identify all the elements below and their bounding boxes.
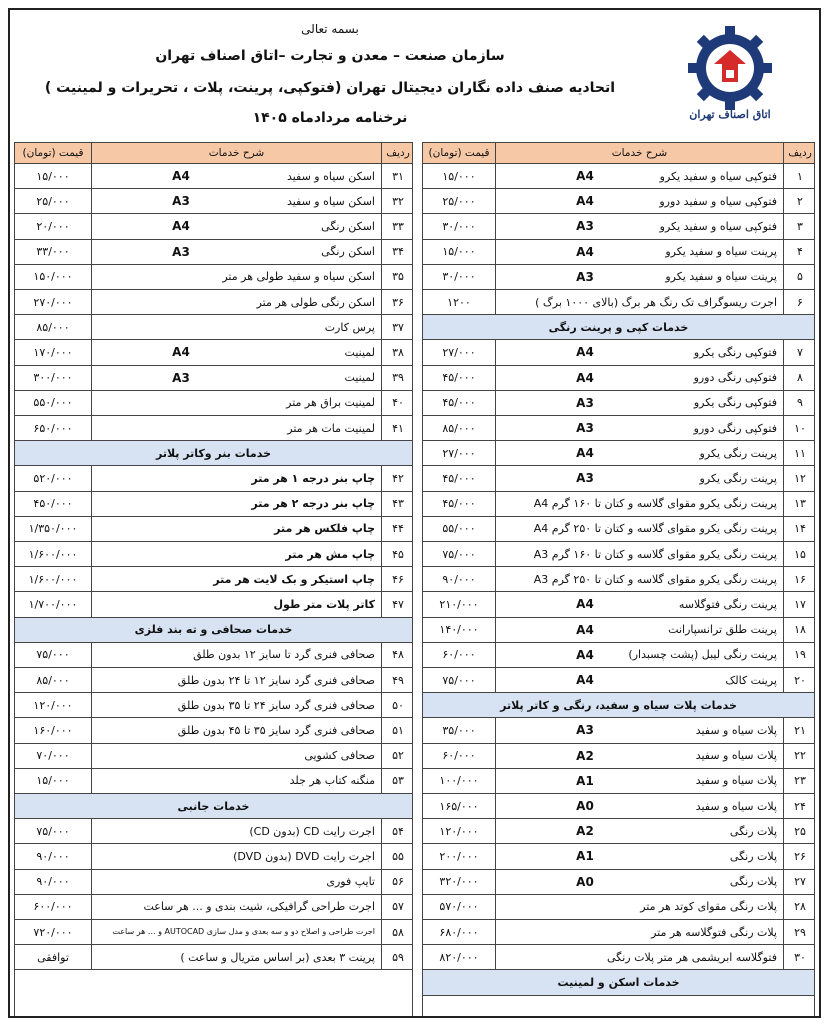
- table-row: [423, 794, 814, 819]
- price-cell: ۱۶۰/۰۰۰: [33, 723, 73, 737]
- table-row: [423, 366, 814, 391]
- price-cell: ۲۷/۰۰۰: [442, 345, 476, 359]
- row-number-cell: ۴۹: [381, 668, 414, 692]
- row-number-cell: ۲۷: [783, 870, 816, 894]
- section-title: خدمات اسکن و لمینیت: [557, 975, 680, 989]
- paper-size-label: A0: [576, 874, 594, 889]
- row-number-cell: ۵۶: [381, 870, 414, 894]
- paper-size-label: A4: [576, 673, 594, 688]
- section-header-row: [423, 315, 814, 340]
- table-row: [423, 592, 814, 617]
- paper-size-label: A4: [576, 244, 594, 259]
- description-cell: فتوکپی سیاه و سفید دورو: [495, 189, 783, 213]
- table-row: [15, 240, 412, 265]
- table-row: [15, 567, 412, 592]
- paper-size-label: A1: [576, 849, 594, 864]
- row-number-cell: ۳: [783, 214, 816, 238]
- paper-size-label: A3: [576, 471, 594, 486]
- price-cell: ۳۳/۰۰۰: [36, 245, 70, 259]
- row-number-cell: ۴۰: [381, 391, 414, 415]
- description-cell: تایپ فوری: [91, 870, 381, 894]
- price-cell: ۸۵/۰۰۰: [36, 673, 70, 687]
- table-row: [423, 189, 814, 214]
- description-cell: لمینیت: [91, 366, 381, 390]
- price-cell: ۲۰۰/۰۰۰: [439, 849, 479, 863]
- header-basmala: بسمه تعالی: [301, 22, 359, 36]
- table-row: [15, 189, 412, 214]
- price-cell: ۱۰۰/۰۰۰: [439, 774, 479, 788]
- row-number-cell: ۱۱: [783, 441, 816, 465]
- description-cell: اجرت رایت CD (بدون CD): [91, 819, 381, 843]
- description-cell: پلات رنگی: [495, 844, 783, 868]
- description-cell: پرینت رنگی لیبل (پشت چسبدار): [495, 643, 783, 667]
- row-number-cell: ۵۱: [381, 718, 414, 742]
- price-cell: ۱۶۵/۰۰۰: [439, 799, 479, 813]
- description-cell: اجرت طراحی گرافیکی، شیت بندی و ... هر ساعت: [91, 895, 381, 919]
- price-cell: ۳۰/۰۰۰: [442, 270, 476, 284]
- description-cell: صحافی فنری گرد سایز ۲۴ تا ۳۵ بدون طلق: [91, 693, 381, 717]
- description-cell: فتوکپی رنگی دورو: [495, 366, 783, 390]
- table-row: [15, 492, 412, 517]
- description-cell: پرینت سیاه و سفید یکرو: [495, 265, 783, 289]
- paper-size-label: A2: [576, 748, 594, 763]
- price-cell: ۵۵۰/۰۰۰: [33, 396, 73, 410]
- paper-size-label: A4: [576, 622, 594, 637]
- table-row: [15, 315, 412, 340]
- row-number-cell: ۴۱: [381, 416, 414, 440]
- description-cell: پرینت رنگی یکرو مقوای گلاسه و کتان تا ۱۶۰ گرم A4: [495, 492, 783, 516]
- description-cell: پرس کارت: [91, 315, 381, 339]
- table-row: [15, 693, 412, 718]
- table-row: [15, 542, 412, 567]
- table-row: [15, 366, 412, 391]
- row-number-cell: ۲۲: [783, 744, 816, 768]
- description-cell: چاپ بنر درجه ۲ هر متر: [91, 492, 381, 516]
- table-row: [15, 592, 412, 617]
- row-number-cell: ۱۷: [783, 592, 816, 616]
- price-cell: ۱/۶۰۰/۰۰۰: [28, 572, 78, 586]
- table-row: [423, 517, 814, 542]
- price-cell: ۱/۷۰۰/۰۰۰: [28, 597, 78, 611]
- price-cell: ۲۷۰/۰۰۰: [33, 295, 73, 309]
- table-row: [423, 718, 814, 743]
- logo-caption: اتاق اصناف تهران: [689, 108, 771, 121]
- table-row: [15, 517, 412, 542]
- paper-size-label: A3: [576, 421, 594, 436]
- description-cell: پرینت رنگی فتوگلاسه: [495, 592, 783, 616]
- section-header-row: [15, 441, 412, 466]
- table-row: [15, 844, 412, 869]
- description-cell: اجرت ریسوگراف تک رنگ هر برگ (بالای ۱۰۰۰ برگ ): [495, 290, 783, 314]
- description-cell: اسکن رنگی: [91, 240, 381, 264]
- paper-size-label: A4: [576, 194, 594, 209]
- price-cell: ۱۲۰۰: [447, 295, 471, 309]
- table-row: [15, 290, 412, 315]
- row-number-cell: ۳۷: [381, 315, 414, 339]
- row-number-cell: ۲۹: [783, 920, 816, 944]
- table-row: [423, 769, 814, 794]
- table-row: [15, 895, 412, 920]
- column-header-price: قیمت (تومان): [428, 147, 490, 159]
- description-cell: پرینت رنگی یکرو مقوای گلاسه و کتان تا ۲۵۰ گرم A4: [495, 517, 783, 541]
- description-cell: چاپ استیکر و بک لایت هر متر: [91, 567, 381, 591]
- paper-size-label: A4: [576, 597, 594, 612]
- document-header: [10, 10, 819, 140]
- price-cell: ۶۰/۰۰۰: [442, 648, 476, 662]
- description-cell: پرینت کالک: [495, 668, 783, 692]
- description-cell: چاپ مش هر متر: [91, 542, 381, 566]
- table-row: [423, 265, 814, 290]
- price-cell: ۴۵/۰۰۰: [442, 497, 476, 511]
- description-cell: پلات رنگی مقوای کوتد هر متر: [495, 895, 783, 919]
- row-number-cell: ۱: [783, 164, 816, 188]
- price-cell: ۹۰/۰۰۰: [442, 572, 476, 586]
- row-number-cell: ۱۸: [783, 618, 816, 642]
- description-cell: لمینیت مات هر متر: [91, 416, 381, 440]
- table-row: [423, 214, 814, 239]
- price-cell: ۲۵/۰۰۰: [442, 194, 476, 208]
- section-title: خدمات کپی و پرینت رنگی: [548, 320, 689, 334]
- row-number-cell: ۵۹: [381, 945, 414, 969]
- price-list-page: [8, 8, 821, 1018]
- price-cell: ۱۵۰/۰۰۰: [33, 270, 73, 284]
- description-cell: اجرت طراحی و اصلاح دو و سه بعدی و مدل سازی AUTOCAD و ... هر ساعت: [91, 920, 381, 944]
- table-row: [423, 819, 814, 844]
- row-number-cell: ۱۳: [783, 492, 816, 516]
- description-cell: کاتر پلات متر طول: [91, 592, 381, 616]
- price-cell: ۴۵/۰۰۰: [442, 396, 476, 410]
- table-row: [423, 870, 814, 895]
- paper-size-label: A3: [576, 269, 594, 284]
- row-number-cell: ۳۹: [381, 366, 414, 390]
- table-row: [423, 895, 814, 920]
- price-cell: ۱/۳۵۰/۰۰۰: [28, 522, 78, 536]
- table-row: [15, 920, 412, 945]
- price-cell: ۶۸۰/۰۰۰: [439, 925, 479, 939]
- row-number-cell: ۴۴: [381, 517, 414, 541]
- table-row: [15, 643, 412, 668]
- price-cell: ۱/۶۰۰/۰۰۰: [28, 547, 78, 561]
- row-number-cell: ۳۲: [381, 189, 414, 213]
- table-row: [423, 643, 814, 668]
- description-cell: پرینت رنگی یکرو: [495, 466, 783, 490]
- description-cell: اسکن سیاه و سفید: [91, 164, 381, 188]
- table-row: [15, 214, 412, 239]
- price-cell: ۵۷۰/۰۰۰: [439, 900, 479, 914]
- table-header-right: [423, 142, 814, 164]
- description-cell: پرینت رنگی یکرو مقوای گلاسه و کتان تا ۲۵۰ گرم A3: [495, 567, 783, 591]
- price-cell: ۹۰/۰۰۰: [36, 849, 70, 863]
- price-cell: ۷۵/۰۰۰: [36, 824, 70, 838]
- row-number-cell: ۱۰: [783, 416, 816, 440]
- description-cell: پرینت رنگی یکرو مقوای گلاسه و کتان تا ۱۶۰ گرم A3: [495, 542, 783, 566]
- table-row: [15, 718, 412, 743]
- row-number-cell: ۲۵: [783, 819, 816, 843]
- price-table-left: [14, 142, 413, 1018]
- row-number-cell: ۳۱: [381, 164, 414, 188]
- table-row: [423, 391, 814, 416]
- column-header-description: شرح خدمات: [91, 143, 381, 163]
- price-cell: ۲۷/۰۰۰: [442, 446, 476, 460]
- table-row: [15, 819, 412, 844]
- price-cell: ۶۵۰/۰۰۰: [33, 421, 73, 435]
- price-cell: توافقی: [37, 950, 69, 964]
- paper-size-label: A3: [172, 194, 190, 209]
- table-row: [423, 920, 814, 945]
- row-number-cell: ۲۰: [783, 668, 816, 692]
- section-title: خدمات صحافی و ته بند فلزی: [134, 623, 293, 637]
- description-cell: چاپ فلکس هر متر: [91, 517, 381, 541]
- description-cell: پرینت طلق ترانسپارانت: [495, 618, 783, 642]
- price-cell: ۷۵/۰۰۰: [36, 648, 70, 662]
- paper-size-label: A4: [576, 446, 594, 461]
- table-row: [15, 340, 412, 365]
- row-number-cell: ۴۵: [381, 542, 414, 566]
- description-cell: اسکن رنگی طولی هر متر: [91, 290, 381, 314]
- row-number-cell: ۳۳: [381, 214, 414, 238]
- description-cell: صحافی فنری گرد سایز ۳۵ تا ۴۵ بدون طلق: [91, 718, 381, 742]
- section-title: خدمات بنر وکاتر پلاتر: [155, 446, 272, 460]
- row-number-cell: ۳۵: [381, 265, 414, 289]
- table-row: [423, 945, 814, 970]
- column-header-row: ردیف: [783, 143, 816, 163]
- description-cell: فتوگلاسه ابریشمی هر متر پلات رنگی: [495, 945, 783, 969]
- row-number-cell: ۴۶: [381, 567, 414, 591]
- row-number-cell: ۲۴: [783, 794, 816, 818]
- row-number-cell: ۲۱: [783, 718, 816, 742]
- paper-size-label: A3: [576, 395, 594, 410]
- table-row: [15, 769, 412, 794]
- table-row: [15, 668, 412, 693]
- row-number-cell: ۵۲: [381, 744, 414, 768]
- description-cell: پلات سیاه و سفید: [495, 794, 783, 818]
- row-number-cell: ۳۸: [381, 340, 414, 364]
- table-row: [423, 744, 814, 769]
- row-number-cell: ۸: [783, 366, 816, 390]
- paper-size-label: A4: [576, 370, 594, 385]
- price-cell: ۱۵/۰۰۰: [36, 169, 70, 183]
- table-row: [423, 240, 814, 265]
- row-number-cell: ۵۸: [381, 920, 414, 944]
- price-cell: ۲۱۰/۰۰۰: [439, 597, 479, 611]
- price-cell: ۵۲۰/۰۰۰: [33, 471, 73, 485]
- price-cell: ۲۰/۰۰۰: [36, 219, 70, 233]
- row-number-cell: ۴: [783, 240, 816, 264]
- row-number-cell: ۴۷: [381, 592, 414, 616]
- price-cell: ۱۷۰/۰۰۰: [33, 345, 73, 359]
- description-cell: اسکن سیاه و سفید طولی هر متر: [91, 265, 381, 289]
- price-cell: ۴۵/۰۰۰: [442, 471, 476, 485]
- description-cell: اجرت رایت DVD (بدون DVD): [91, 844, 381, 868]
- price-cell: ۳۵/۰۰۰: [442, 723, 476, 737]
- table-row: [423, 618, 814, 643]
- price-cell: ۷۰/۰۰۰: [36, 749, 70, 763]
- price-cell: ۵۵/۰۰۰: [442, 522, 476, 536]
- price-table-right: [422, 142, 815, 1018]
- table-row: [15, 945, 412, 970]
- table-row: [15, 391, 412, 416]
- description-cell: پرینت سیاه و سفید یکرو: [495, 240, 783, 264]
- row-number-cell: ۴۳: [381, 492, 414, 516]
- paper-size-label: A3: [576, 723, 594, 738]
- row-number-cell: ۵۷: [381, 895, 414, 919]
- table-row: [423, 567, 814, 592]
- description-cell: پرینت ۳ بعدی (بر اساس متریال و ساعت ): [91, 945, 381, 969]
- table-row: [15, 164, 412, 189]
- price-cell: ۷۵/۰۰۰: [442, 673, 476, 687]
- price-cell: ۷۲۰/۰۰۰: [33, 925, 73, 939]
- price-cell: ۶۰۰/۰۰۰: [33, 900, 73, 914]
- table-row: [423, 340, 814, 365]
- row-number-cell: ۲۶: [783, 844, 816, 868]
- table-row: [15, 870, 412, 895]
- price-cell: ۱۵/۰۰۰: [36, 774, 70, 788]
- section-header-row: [15, 618, 412, 643]
- price-cell: ۴۵/۰۰۰: [442, 371, 476, 385]
- row-number-cell: ۱۶: [783, 567, 816, 591]
- price-cell: ۹۰/۰۰۰: [36, 875, 70, 889]
- price-cell: ۱۴۰/۰۰۰: [439, 623, 479, 637]
- description-cell: فتوکپی سیاه و سفید یکرو: [495, 164, 783, 188]
- paper-size-label: A4: [576, 647, 594, 662]
- row-number-cell: ۲۳: [783, 769, 816, 793]
- row-number-cell: ۷: [783, 340, 816, 364]
- row-number-cell: ۱۵: [783, 542, 816, 566]
- price-cell: ۲۵/۰۰۰: [36, 194, 70, 208]
- table-row: [423, 844, 814, 869]
- row-number-cell: ۵۵: [381, 844, 414, 868]
- description-cell: پلات رنگی: [495, 870, 783, 894]
- row-number-cell: ۴۸: [381, 643, 414, 667]
- description-cell: منگنه کتاب هر جلد: [91, 769, 381, 793]
- header-union-title: اتحادیه صنف داده نگاران دیجیتال تهران (فتوکپی، پرینت، پلات ، تحریرات و لمینیت ): [44, 80, 616, 96]
- column-header-description: شرح خدمات: [495, 143, 783, 163]
- section-header-row: [423, 693, 814, 718]
- row-number-cell: ۳۰: [783, 945, 816, 969]
- table-row: [15, 265, 412, 290]
- table-row: [423, 290, 814, 315]
- paper-size-label: A3: [576, 219, 594, 234]
- paper-size-label: A4: [172, 345, 190, 360]
- section-title: خدمات پلات سیاه و سفید، رنگی و کاتر پلاتر: [500, 698, 737, 712]
- paper-size-label: A4: [172, 219, 190, 234]
- row-number-cell: ۵۳: [381, 769, 414, 793]
- description-cell: پلات رنگی: [495, 819, 783, 843]
- price-cell: ۷۵/۰۰۰: [442, 547, 476, 561]
- table-row: [423, 441, 814, 466]
- table-row: [423, 466, 814, 491]
- header-price-list-title: نرخنامه مردادماه ۱۴۰۵: [252, 110, 408, 126]
- price-cell: ۱۲۰/۰۰۰: [33, 698, 73, 712]
- section-title: خدمات جانبی: [177, 799, 250, 813]
- paper-size-label: A0: [576, 799, 594, 814]
- description-cell: لمینیت براق هر متر: [91, 391, 381, 415]
- paper-size-label: A1: [576, 773, 594, 788]
- row-number-cell: ۲۸: [783, 895, 816, 919]
- paper-size-label: A2: [576, 824, 594, 839]
- price-cell: ۸۲۰/۰۰۰: [439, 950, 479, 964]
- row-number-cell: ۵۴: [381, 819, 414, 843]
- paper-size-label: A4: [576, 345, 594, 360]
- row-number-cell: ۶: [783, 290, 816, 314]
- price-cell: ۴۵۰/۰۰۰: [33, 497, 73, 511]
- price-cell: ۳۰۰/۰۰۰: [33, 371, 73, 385]
- row-number-cell: ۴۲: [381, 466, 414, 490]
- table-row: [423, 542, 814, 567]
- row-number-cell: ۳۴: [381, 240, 414, 264]
- row-number-cell: ۵: [783, 265, 816, 289]
- description-cell: فتوکپی رنگی یکرو: [495, 340, 783, 364]
- price-cell: ۳۲۰/۰۰۰: [439, 875, 479, 889]
- paper-size-label: A4: [576, 169, 594, 184]
- description-cell: پلات سیاه و سفید: [495, 718, 783, 742]
- row-number-cell: ۹: [783, 391, 816, 415]
- table-row: [15, 466, 412, 491]
- section-header-row: [423, 970, 814, 995]
- table-row: [423, 416, 814, 441]
- table-header-left: [15, 142, 412, 164]
- description-cell: لمینیت: [91, 340, 381, 364]
- description-cell: فتوکپی رنگی یکرو: [495, 391, 783, 415]
- description-cell: صحافی فنری گرد تا سایز ۱۲ بدون طلق: [91, 643, 381, 667]
- price-cell: ۸۵/۰۰۰: [36, 320, 70, 334]
- column-header-price: قیمت (تومان): [22, 147, 84, 159]
- description-cell: فتوکپی سیاه و سفید یکرو: [495, 214, 783, 238]
- description-cell: اسکن سیاه و سفید: [91, 189, 381, 213]
- description-cell: چاپ بنر درجه ۱ هر متر: [91, 466, 381, 490]
- price-cell: ۳۰/۰۰۰: [442, 219, 476, 233]
- paper-size-label: A4: [172, 169, 190, 184]
- table-row: [423, 668, 814, 693]
- price-cell: ۸۵/۰۰۰: [442, 421, 476, 435]
- price-cell: ۱۵/۰۰۰: [442, 245, 476, 259]
- header-organization: سازمان صنعت – معدن و تجارت –اتاق اصناف تهران: [155, 48, 505, 64]
- description-cell: اسکن رنگی: [91, 214, 381, 238]
- description-cell: پرینت رنگی یکرو: [495, 441, 783, 465]
- description-cell: صحافی کشویی: [91, 744, 381, 768]
- description-cell: پلات سیاه و سفید: [495, 744, 783, 768]
- price-cell: ۱۲۰/۰۰۰: [439, 824, 479, 838]
- price-cell: ۶۰/۰۰۰: [442, 749, 476, 763]
- table-row: [15, 744, 412, 769]
- row-number-cell: ۱۹: [783, 643, 816, 667]
- description-cell: پلات رنگی فتوگلاسه هر متر: [495, 920, 783, 944]
- paper-size-label: A3: [172, 244, 190, 259]
- row-number-cell: ۲: [783, 189, 816, 213]
- paper-size-label: A3: [172, 370, 190, 385]
- table-row: [423, 164, 814, 189]
- description-cell: صحافی فنری گرد سایز ۱۲ تا ۲۴ بدون طلق: [91, 668, 381, 692]
- row-number-cell: ۱۲: [783, 466, 816, 490]
- description-cell: پلات سیاه و سفید: [495, 769, 783, 793]
- row-number-cell: ۵۰: [381, 693, 414, 717]
- column-header-row: ردیف: [381, 143, 414, 163]
- table-row: [423, 492, 814, 517]
- price-cell: ۱۵/۰۰۰: [442, 169, 476, 183]
- table-row: [15, 416, 412, 441]
- description-cell: فتوکپی رنگی دورو: [495, 416, 783, 440]
- row-number-cell: ۳۶: [381, 290, 414, 314]
- row-number-cell: ۱۴: [783, 517, 816, 541]
- section-header-row: [15, 794, 412, 819]
